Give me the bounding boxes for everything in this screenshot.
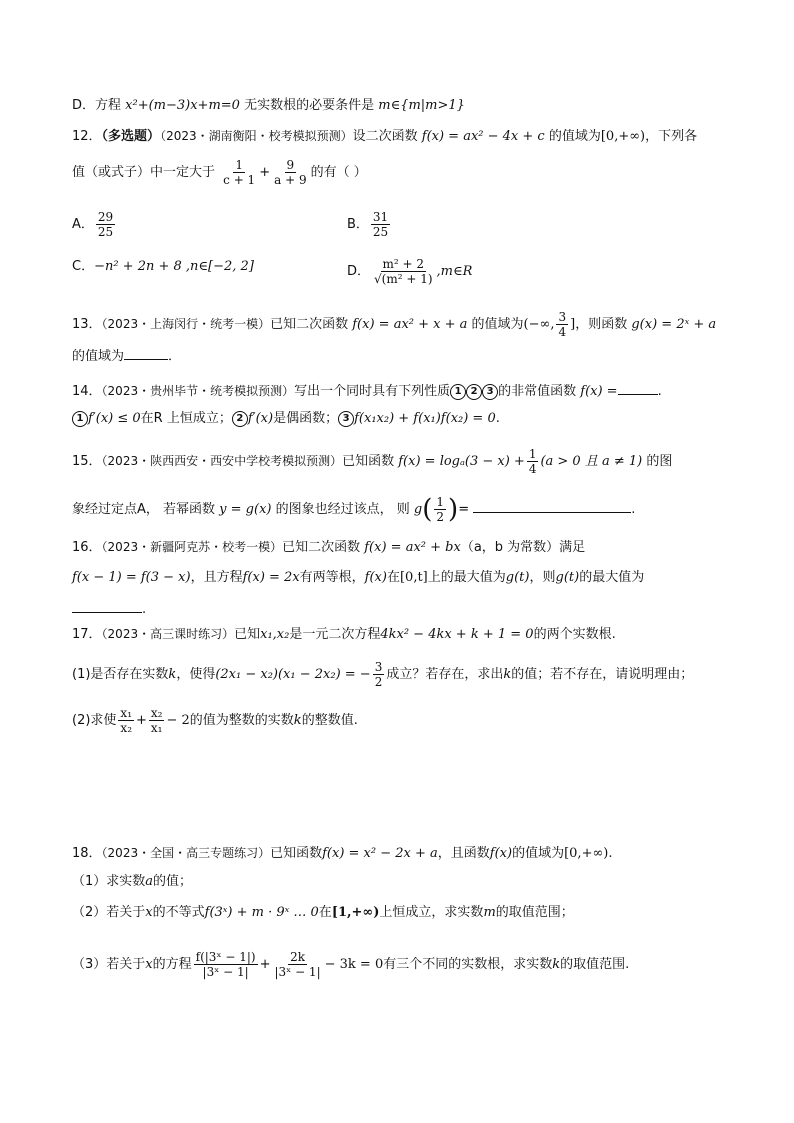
q11-option-d [72,96,465,116]
q13-g-function: g(x) = 2ˣ + a [631,317,717,332]
q18-text: 有三个不同的实数根，求实数 [383,957,553,972]
q16-stem-line1 [72,537,585,558]
q13-text: 的值域为 [471,317,524,332]
q16-source: （2023・新疆阿克苏・校考一模） [101,540,283,554]
q12-source: （2023・湖南衡阳・校考模拟预测） [160,129,353,143]
q16-text: 上的最大值为 [427,570,506,585]
q16-equation: f(x) = 2x [242,570,300,585]
q12-fraction-1: $\frac{1}{c + 1}$ [223,158,256,187]
q18-m: m [483,905,496,920]
q15-condition: (a > 0 且 a ≠ 1) [540,454,643,469]
q14-text: 写出一个同时具有下列性质 [294,384,451,399]
circled-1-icon: 1 [450,384,466,400]
q18-x: x [145,957,153,972]
q13-text: 已知二次函数 [270,317,349,332]
q17-text: 已知 [234,627,261,642]
q18-text: （2）若关于 [72,905,146,920]
q15-stem-line1 [72,447,672,476]
q17-text: 成立？若存在，求出 [386,667,504,682]
q14-property-3: f(x₁x₂) + f(x₁)f(x₂) = 0 [354,411,496,426]
q18-inequality: f(3ˣ) + m · 9ˣ … 0 [204,905,319,920]
q17-part-1 [72,660,693,689]
q18-function: f(x) = x² − 2x + a [322,846,438,861]
q18-range: [0,+∞). [564,846,613,861]
q18-x: x [145,905,153,920]
q17-text: 的值；若不存在，请说明理由； [511,667,694,682]
q17-fraction-1: $\frac{\text{x₁}}{\text{x₂}}$ [120,706,132,735]
q13-function: f(x) = ax² + x + a [352,317,468,332]
q18-fraction-1: $\frac{\text{f(|3ˣ − 1|)}}{\text{|3ˣ − 1|}}$ [195,950,256,979]
q18-source: （2023・全国・高三专题练习） [101,846,271,860]
q18-fraction-2: $\frac{2k}{\text{|3ˣ − 1|}}$ [274,950,321,979]
q16-text: ，则 [529,570,556,585]
q17-tail: − 2 [166,713,190,728]
q18-text: 的不等式 [152,905,205,920]
q15-g-function: y = g(x) [219,502,272,517]
q18-text: 已知函数 [270,846,323,861]
q12-option-d-fraction: $\frac{\text{m² + 2}}{\text{√(m² + 1)}}$ [374,257,433,286]
circled-1-icon: 1 [72,411,88,427]
q12-option-b [347,210,392,239]
q15-function: f(x) = logₐ(3 − x) + [398,454,525,469]
q14-answer-blank[interactable] [618,380,658,395]
q18-text: 的值； [153,874,193,889]
q16-text: 的最大值为 [579,570,645,585]
q16-text: 在 [386,570,400,585]
q15-source: （2023・陕西西安・西安中学校考模拟预测） [101,454,343,468]
q12-function: f(x) = ax² − 4x + c [421,129,545,144]
q16-fx: f(x) [364,570,387,585]
q15-g: g [413,502,423,517]
q17-text: 的整数值. [301,713,358,728]
q12-option-d-tail: ,m∈R [436,264,473,279]
q14-function: f(x) = [580,384,618,399]
q18-stem [72,843,613,864]
q12-plus: + [259,165,271,180]
q12-range: [0,+∞) [600,129,646,144]
q15-end: . [631,502,636,517]
q13-text: 的值域为 [72,349,125,364]
q18-text: ，且函数 [437,846,490,861]
q18-interval: [1,+∞) [331,905,380,920]
q13-stem-line1 [72,310,716,339]
q18-k: k [552,957,561,972]
q18-part-1 [72,872,192,892]
q17-equation: 4kx² − 4kx + k + 1 = 0 [380,627,534,642]
q12-option-a-fraction: $\frac{29}{25}$ [97,210,114,239]
q14-property-2: f′(x) [247,411,274,426]
q16-text: ，且方程 [190,570,243,585]
q12-fraction-2: $\frac{9}{a + 9}$ [274,158,307,187]
q15-fraction: $\frac{1}{4}$ [528,447,537,476]
q16-end: . [142,602,147,617]
q16-text: 有两等根， [299,570,365,585]
q12-option-c [72,257,254,277]
q16-condition: f(x − 1) = f(3 − x) [72,570,191,585]
q17-text: (2)求使 [72,713,117,728]
q17-text: (1)是否存在实数 [72,667,169,682]
q13-range-fraction: $\frac{3}{4}$ [558,310,567,339]
q18-text: 上恒成立，求实数 [379,905,484,920]
q13-text: ，则函数 [575,317,628,332]
q15-text: 的图 [646,454,673,469]
q12-option-d [347,257,472,286]
q17-fraction: $\frac{3}{2}$ [374,660,383,689]
q12-option-c-expr: −n² + 2n + 8 ,n∈[−2, 2] [94,259,254,274]
q16-answer-blank[interactable] [72,598,142,613]
q18-part-3: （3）若关于x的方程 $\frac{\text{f(|3ˣ − 1|)}}{\text{|3ˣ − 1|}}$ + $\frac{2k}{\text{|3ˣ − 1|}}$ − 3k = 0有三个不同的实数根，求实数k的取值范围. [72,950,630,979]
q18-fx: f(x) [489,846,513,861]
q11-d-label: D．方程 [72,98,122,113]
q17-fraction-2: $\frac{\text{x₂}}{\text{x₁}}$ [150,706,163,735]
q11-d-text: 无实数根的必要条件是 [244,98,375,113]
q18-text: 的值域为 [512,846,565,861]
q16-gt: g(t) [555,570,580,585]
q17-vars: x₁,x₂ [260,627,290,642]
q17-stem [72,624,616,645]
q14-end: . [495,411,500,426]
q17-number: 17． [72,627,102,642]
circled-3-icon: 3 [338,411,354,427]
q12-text: 的值域为 [548,129,601,144]
q14-number: 14． [72,384,102,399]
circled-2-icon: 2 [232,411,248,427]
q12-stem-line2 [72,158,367,187]
q16-gt: g(t) [505,570,530,585]
q12-option-c-label: C． [72,259,95,274]
q12-text: 设二次函数 [352,129,418,144]
q12-option-a [72,210,117,239]
q14-stem-line2 [72,409,500,429]
q18-text: （1）求实数 [72,874,146,889]
q15-stem-line2: 象经过定点A， 若幂函数 y = g(x) 的图象也经过该点， 则 g( $\frac{1}{2}$ )= . [72,494,636,525]
q13-number: 13． [72,317,102,332]
q14-text: 是偶函数； [273,411,339,426]
q13-answer-blank[interactable] [124,345,168,360]
q12-option-d-label: D． [347,264,371,279]
q14-end: . [657,384,662,399]
q15-equals: = [458,502,470,517]
q15-text: 的图象也经过该点， 则 [275,502,410,517]
q11-d-equation: x²+(m−3)x+m=0 [125,98,240,113]
q18-a: a [145,874,154,889]
circled-3-icon: 3 [482,384,498,400]
q13-range-end: ] [570,317,576,332]
q16-function: f(x) = ax² + bx [364,540,461,555]
q12-number: 12． [72,129,102,144]
q18-part-2 [72,903,574,923]
q12-stem-line1 [72,126,697,147]
q12-text: 值（或式子）中一定大于 [72,165,216,180]
q15-text: 象经过定点A， 若幂函数 [72,502,216,517]
q17-part-2: (2)求使 $\frac{\text{x₁}}{\text{x₂}}$ + $\frac{\text{x₂}}{\text{x₁}}$ − 2的值为整数的实数k的整数值. [72,706,358,735]
q18-text: （3）若关于 [72,957,146,972]
q13-end: ． [168,349,182,364]
q17-text: 的值为整数的实数 [189,713,294,728]
q18-text: 在 [318,905,332,920]
q18-text: 的方程 [152,957,192,972]
q14-text: 在R 上恒成立； [140,411,232,426]
q12-type: （多选题） [101,129,161,144]
q18-text: 的取值范围； [495,905,574,920]
q17-text: 的两个实数根. [533,627,616,642]
q11-d-set: m∈{m|m>1} [378,98,465,113]
q16-text: 已知二次函数 [282,540,361,555]
q17-k: k [293,713,302,728]
q12-option-b-fraction: $\frac{31}{25}$ [372,210,389,239]
q16-stem-line2 [72,568,644,588]
q18-text: 的取值范围. [560,957,630,972]
q16-stem-line3 [72,598,146,620]
q12-text: 的有（ ） [310,165,367,180]
q13-source: （2023・上海闵行・统考一模） [101,317,271,331]
q18-number: 18． [72,846,102,861]
q16-number: 16． [72,540,102,555]
q14-stem-line1 [72,380,662,402]
q18-tail: − 3k = 0 [324,957,384,972]
q17-k: k [168,667,177,682]
q15-number: 15． [72,454,102,469]
q16-interval: [0,t] [399,570,428,585]
q12-option-a-label: A． [72,217,94,232]
q16-text: （a，b 为常数）满足 [460,540,586,555]
q15-text: 已知函数 [342,454,395,469]
q15-answer-blank[interactable] [473,498,631,513]
q13-range: (−∞, [523,317,555,332]
q17-text: ，使得 [176,667,216,682]
q17-expression: (2x₁ − x₂)(x₁ − 2x₂) = − [215,667,371,682]
q17-text: 是一元二次方程 [289,627,381,642]
q17-k: k [503,667,512,682]
q12-option-b-label: B． [347,217,369,232]
q13-stem-line2 [72,345,181,367]
q15-g-fraction: $\frac{1}{2}$ [436,495,445,524]
q14-text: 的非常值函数 [498,384,577,399]
q12-text: ，下列各 [645,129,698,144]
q17-source: （2023・高三课时练习） [101,627,235,641]
q14-property-1: f′(x) ≤ 0 [88,411,141,426]
circled-2-icon: 2 [466,384,482,400]
q14-source: （2023・贵州毕节・统考模拟预测） [101,384,295,398]
